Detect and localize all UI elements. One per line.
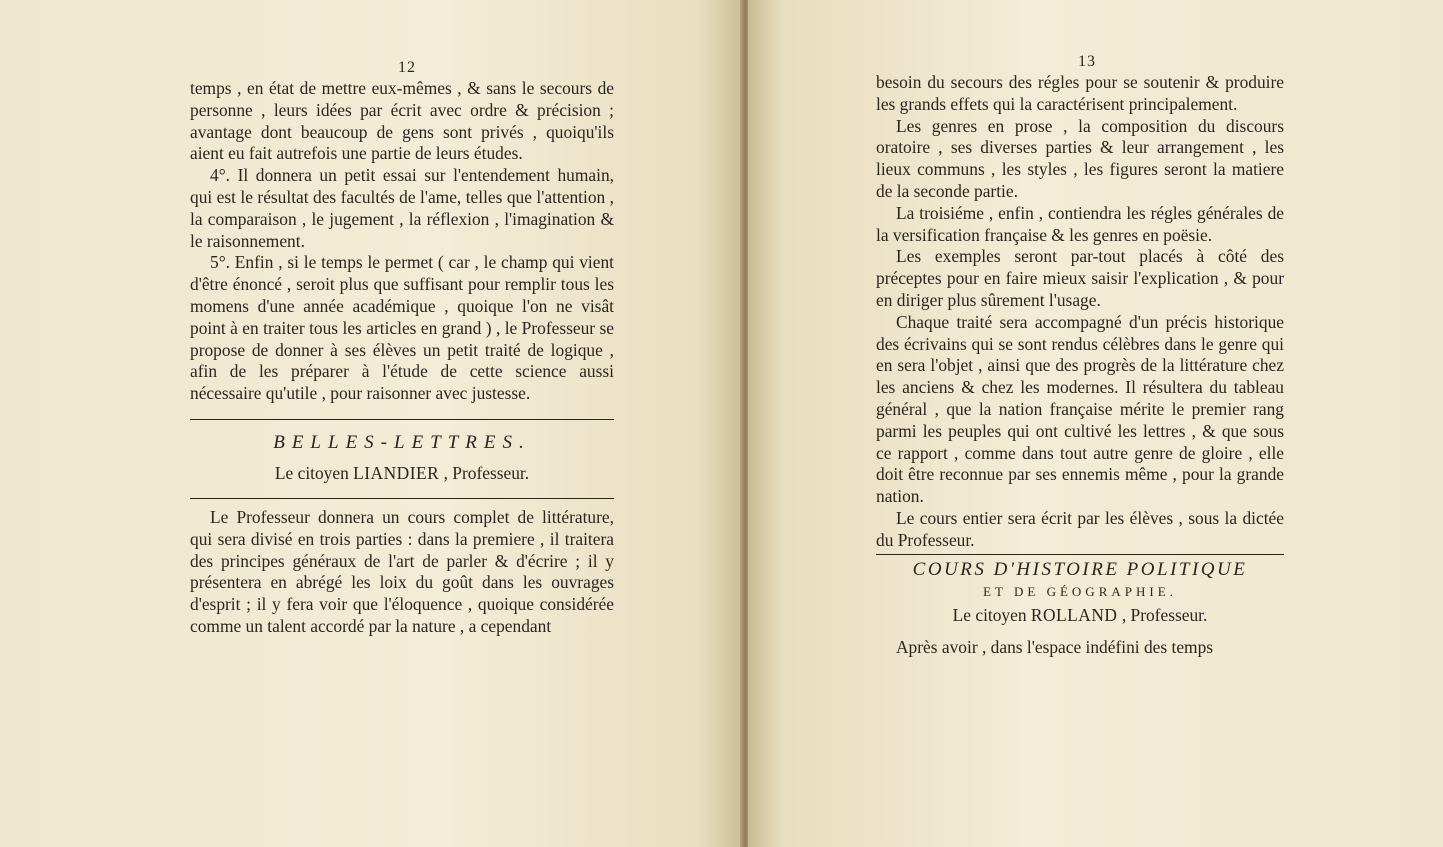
paragraph: besoin du secours des régles pour se soutenir & produire les grands effets qui la caractérisent principalement. [876, 72, 1284, 114]
paragraph: Le cours entier sera écrit par les élèves , sous la dictée du Professeur. [876, 507, 1284, 550]
paragraph: La troisiéme , enfin , contiendra les régles générales de la versification française & les genres en poësie. [876, 202, 1284, 245]
professor-name: ROLLAND [1030, 604, 1118, 625]
professor-line [876, 603, 1284, 627]
professor-suffix: , Professeur. [439, 462, 530, 483]
section-heading: COURS D'HISTOIRE POLITIQUE [912, 558, 1248, 580]
section-heading: BELLES-LETTRES. [273, 431, 531, 453]
paragraph: Les genres en prose , la composition du discours oratoire , ses diverses parties & leur arrangement , les lieux communs , les styles , les figures seront la matiere de la seconde partie. [876, 115, 1284, 201]
paragraph: temps , en état de mettre eux-mêmes , & sans le secours de personne , leurs idées par écrit avec ordre & précision ; avantage dont beaucoup de gens sont privés , quoiqu'ils aient eu fait autrefois une partie de leurs études. [190, 78, 614, 164]
paragraph: Après avoir , dans l'espace indéfini des temps [896, 636, 1214, 657]
page-number-right: 13 [1078, 53, 1096, 70]
page-number-left: 12 [398, 59, 416, 76]
professor-line [190, 460, 614, 486]
section-rule [876, 554, 1284, 555]
professor-prefix: Le citoyen [952, 604, 1031, 625]
professor-prefix: Le citoyen [274, 462, 354, 483]
paragraph: Le Professeur donnera un cours complet de littérature, qui sera divisé en trois parties : dans la premiere , il traitera des principes généraux de l'art de parler & d'écrire ; il y présentera en abrégé les loix du goût dans les ouvrages d'esprit ; il y fera voir que l'éloquence , quoique considérée comme un talent accordé par la nature , a cependant [190, 506, 614, 636]
left-text-column [190, 58, 614, 638]
right-text-column [876, 53, 1284, 658]
paragraph: 4°. Il donnera un petit essai sur l'entendement humain, qui est le résultat des facultés de l'ame, telles que l'attention , la comparaison , le jugement , la réflexion , l'imagination & le raisonnement. [190, 165, 614, 251]
section-rule [190, 419, 614, 420]
paragraph: Les exemples seront par-tout placés à côté des préceptes pour en faire mieux saisir l'explication , & pour en diriger plus sûrement l'usage. [876, 246, 1284, 310]
paragraph: Chaque traité sera accompagné d'un précis historique des écrivains qui se sont rendus célèbres dans le genre qui en sera l'objet , ainsi que des progrès de la littérature chez les anciens & chez les modernes. Il résultera du tableau général , que la nation française mérite le premier rang parmi les peuples qui ont cultivé les lettres , & que sous ce rapport , comme dans tout autre genre de gloire , elle doit être reconnue par ses ennemis même , pour la grande nation. [876, 311, 1284, 507]
paragraph: 5°. Enfin , si le temps le permet ( car , le champ qui vient d'être énoncé , seroit plus que suffisant pour remplir tous les momens d'une année académique , quoique l'on ne visât point à en traiter tous les articles en grand ) , le Professeur se propose de donner à ses élèves un petit traité de logique , afin de les préparer à l'étude de cette science aussi nécessaire qu'utile , pour raisonner avec justesse. [190, 252, 614, 404]
right-page [748, 0, 1443, 847]
section-subheading: ET DE GÉOGRAPHIE. [983, 583, 1177, 599]
professor-name: LIANDIER [353, 462, 440, 483]
professor-suffix: , Professeur. [1117, 604, 1208, 625]
section-rule [190, 498, 614, 499]
